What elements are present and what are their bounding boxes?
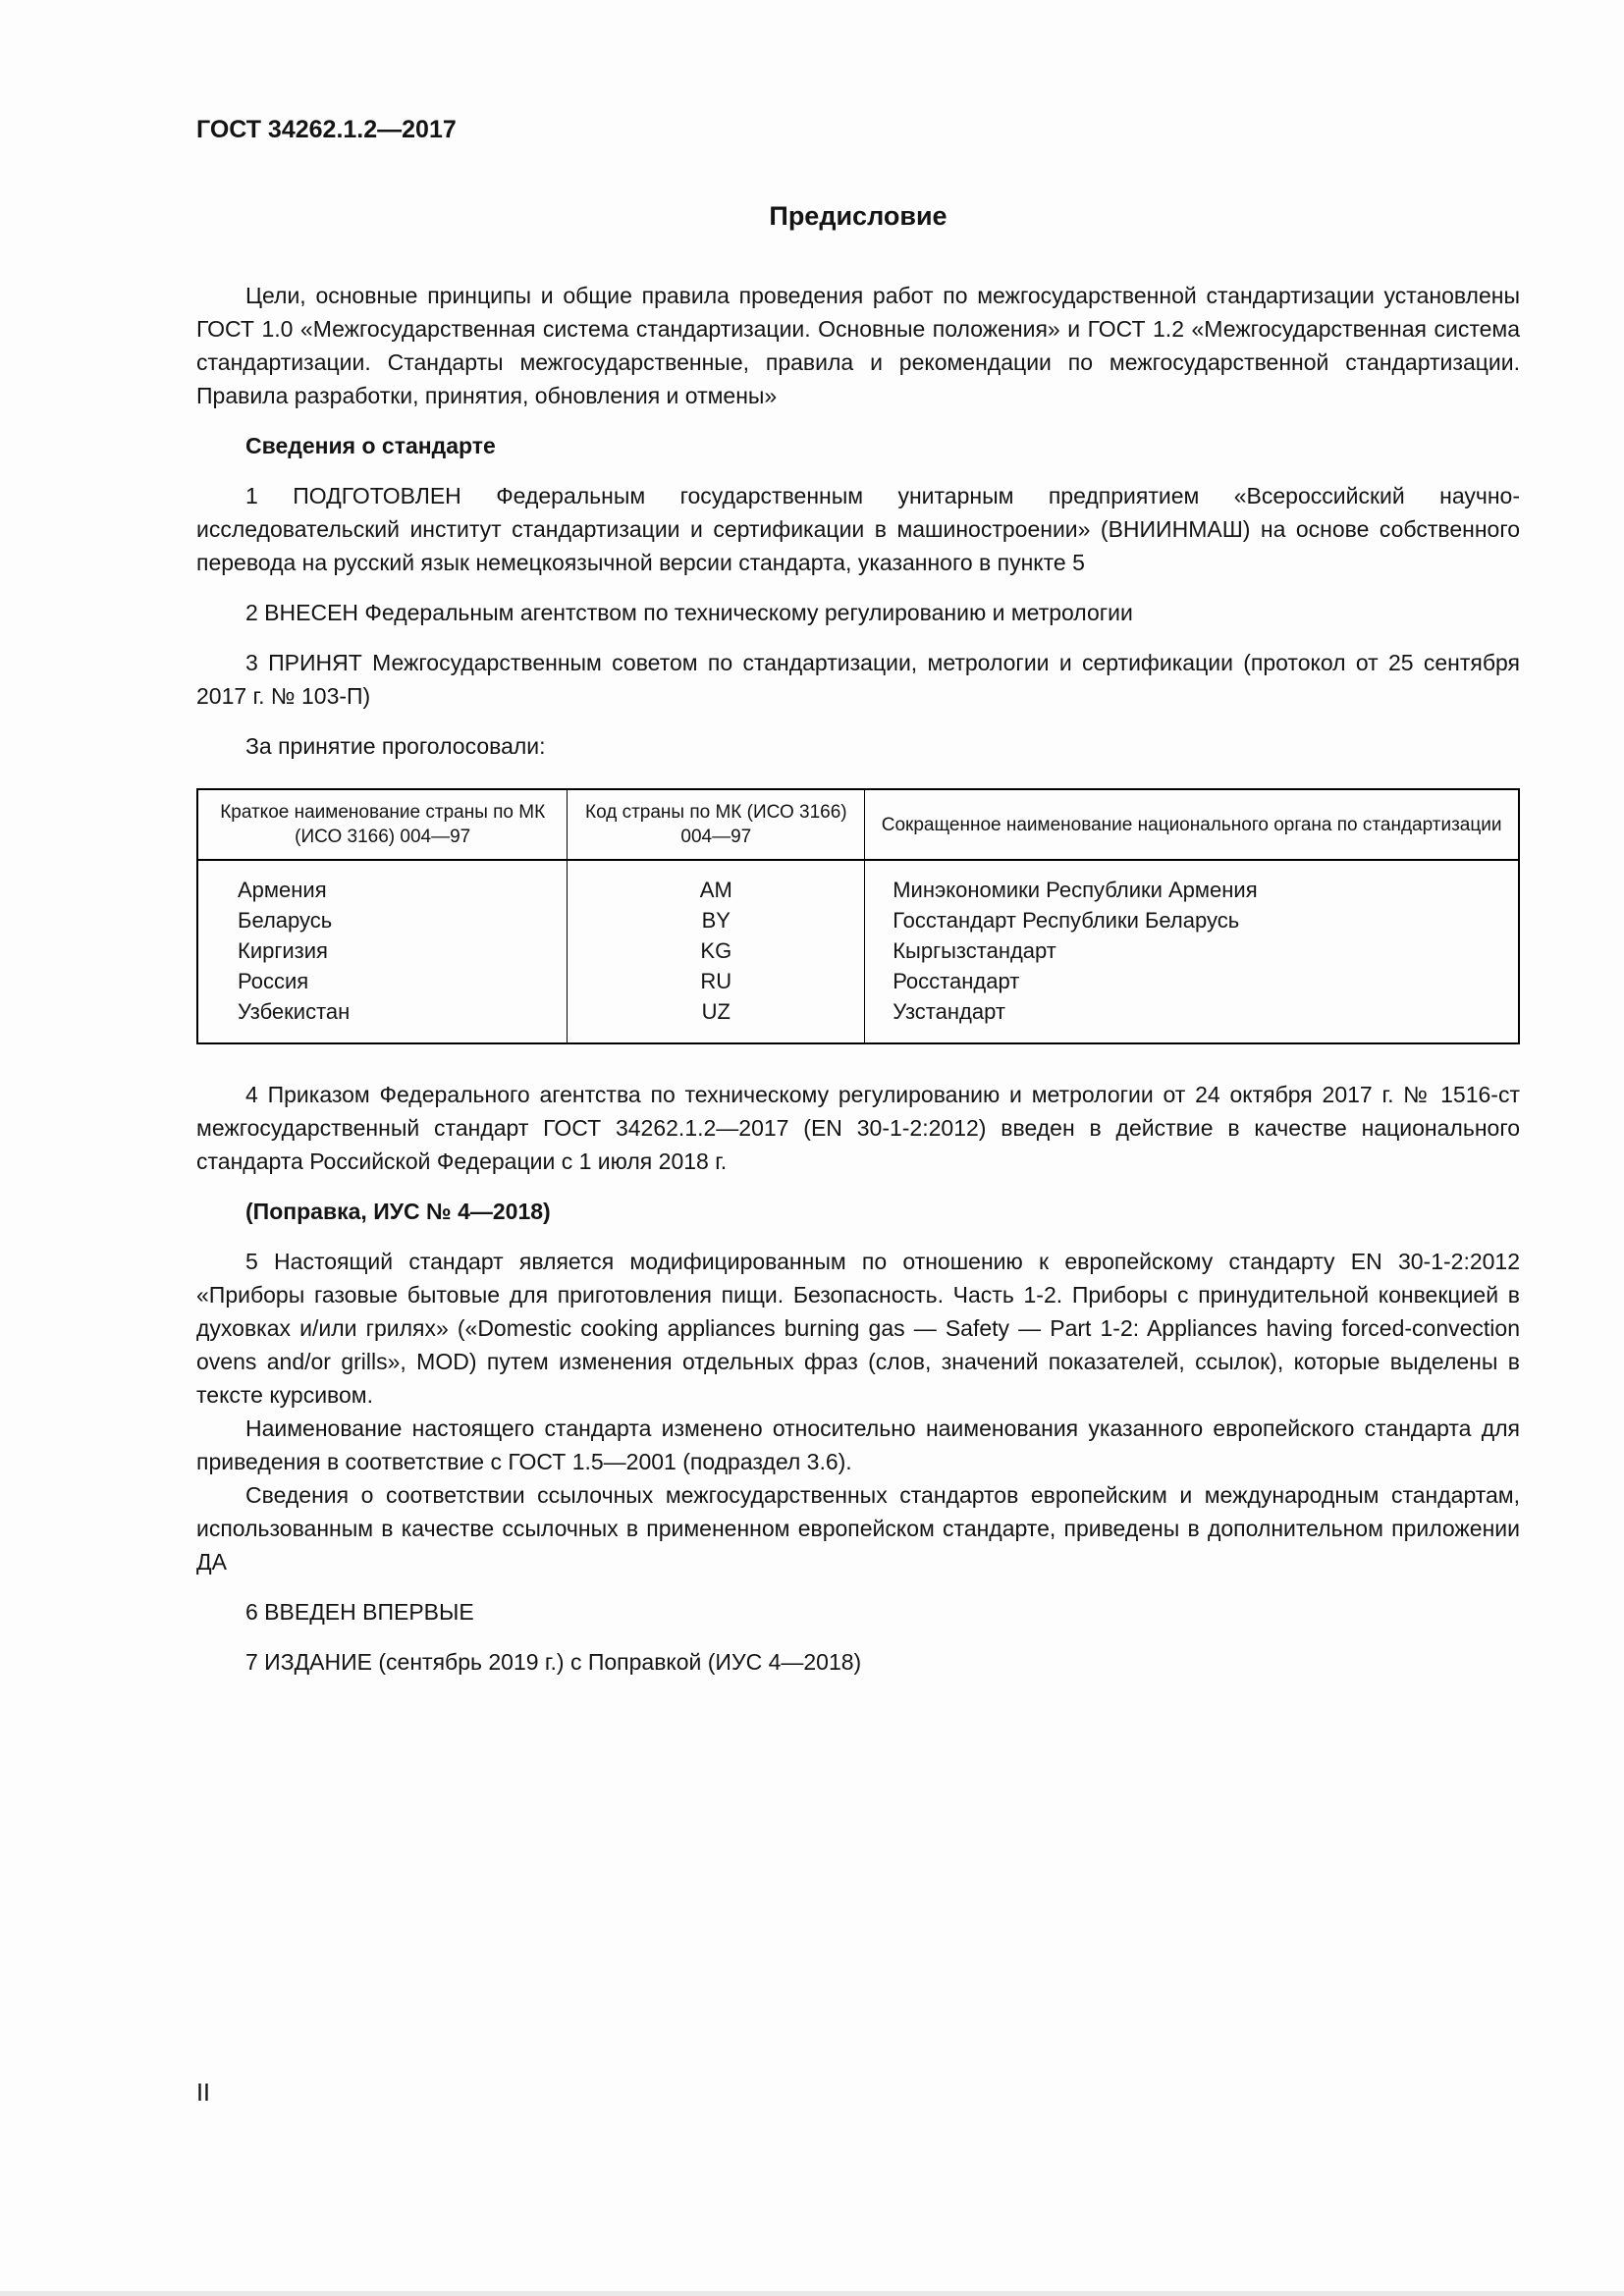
table-row [197, 996, 1519, 1043]
table-header-row [197, 789, 1519, 860]
table-row [197, 935, 1519, 966]
paragraph-item-5-references: Сведения о соответствии ссылочных межгосударственных стандартов европейским и международным стандартам, использованным в качестве ссылочных в примененном европейском стандарте, приведены в дополнительном приложении ДА [196, 1482, 1520, 1575]
paragraph-item-5: 5 Настоящий стандарт является модифицированным по отношению к европейскому стандарту EN 30-1-2:2012 «Приборы газовые бытовые для приготовления пищи. Безопасность. Часть 1-2. Приборы с принудительной конвекцией в духовках и/или грилях» («Domestic cooking appliances burning gas — Safety — Part 1-2: Appliances having forced-convection ovens and/or grills», MOD) путем изменения отдельных фраз (слов, значений показателей, ссылок), которые выделены в тексте курсивом. [196, 1249, 1520, 1408]
table-row [197, 966, 1519, 996]
paragraph-item-1: 1 ПОДГОТОВЛЕН Федеральным государственным унитарным предприятием «Всероссийский научно-исследовательский институт стандартизации и сертификации в машиностроении» (ВНИИНМАШ) на основе собственного перевода на русский язык немецкоязычной версии стандарта, указанного в пункте 5 [196, 483, 1520, 575]
header-cell-country-code: Код страны по МК (ИСО 3166) 004—97 [568, 789, 865, 860]
voting-table [196, 788, 1520, 1044]
table-cell-code: KG [568, 935, 865, 966]
table-cell-org: Минэкономики Республики Армения [865, 860, 1519, 905]
page-title: Предисловие [769, 201, 947, 231]
page-bottom-edge [0, 2291, 1624, 2296]
paragraph-item-2: 2 ВНЕСЕН Федеральным агентством по техническому регулированию и метрологии [245, 600, 1133, 625]
paragraph-intro: Цели, основные принципы и общие правила проведения работ по межгосударственной стандартизации установлены ГОСТ 1.0 «Межгосударственная система стандартизации. Основные положения» и ГОСТ 1.2 «Межгосударственная система стандартизации. Стандарты межгосударственные, правила и рекомендации по межгосударственной стандартизации. Правила разработки, принятия, обновления и отмены» [196, 283, 1520, 408]
paragraph-item-5-name-change: Наименование настоящего стандарта изменено относительно наименования указанного европейского стандарта для приведения в соответствие с ГОСТ 1.5—2001 (подраздел 3.6). [196, 1415, 1520, 1474]
paragraph-vote-lead: За принятие проголосовали: [245, 733, 546, 759]
table-cell-code: RU [568, 966, 865, 996]
table-cell-country: Узбекистан [238, 999, 351, 1024]
paragraph-item-3: 3 ПРИНЯТ Межгосударственным советом по стандартизации, метрологии и сертификации (протокол от 25 сентября 2017 г. № 103-П) [196, 650, 1520, 709]
document-header: ГОСТ 34262.1.2—2017 [196, 116, 457, 143]
table-cell-country: Армения [238, 878, 327, 902]
table-cell-org: Росстандарт [865, 966, 1519, 996]
paragraph-item-6: 6 ВВЕДЕН ВПЕРВЫЕ [245, 1599, 474, 1625]
header-cell-country-name: Краткое наименование страны по МК (ИСО 3166) 004—97 [197, 789, 568, 860]
table-row [197, 905, 1519, 935]
paragraph-amendment: (Поправка, ИУС № 4—2018) [245, 1199, 551, 1224]
paragraph-item-7: 7 ИЗДАНИЕ (сентябрь 2019 г.) с Поправкой (ИУС 4—2018) [245, 1649, 862, 1675]
page-number: II [196, 2079, 210, 2107]
section-heading-standard-info: Сведения о стандарте [245, 433, 496, 458]
table-cell-code: BY [568, 905, 865, 935]
table-cell-code: UZ [568, 996, 865, 1043]
table-cell-country: Россия [238, 969, 309, 993]
table-cell-country: Киргизия [238, 938, 328, 963]
voting-table-header [197, 789, 1519, 860]
voting-table-body [197, 860, 1519, 1043]
table-cell-org: Госстандарт Республики Беларусь [865, 905, 1519, 935]
table-cell-org: Кыргызстандарт [865, 935, 1519, 966]
table-cell-country: Беларусь [238, 908, 333, 933]
table-row [197, 860, 1519, 905]
paragraph-item-4: 4 Приказом Федерального агентства по техническому регулированию и метрологии от 24 октября 2017 г. № 1516-ст межгосударственный стандарт ГОСТ 34262.1.2—2017 (EN 30-1-2:2012) введен в действие в качестве национального стандарта Российской Федерации с 1 июля 2018 г. [196, 1082, 1520, 1174]
header-cell-national-body: Сокращенное наименование национального органа по стандартизации [865, 789, 1519, 860]
table-cell-code: AM [568, 860, 865, 905]
table-cell-org: Узстандарт [865, 996, 1519, 1043]
